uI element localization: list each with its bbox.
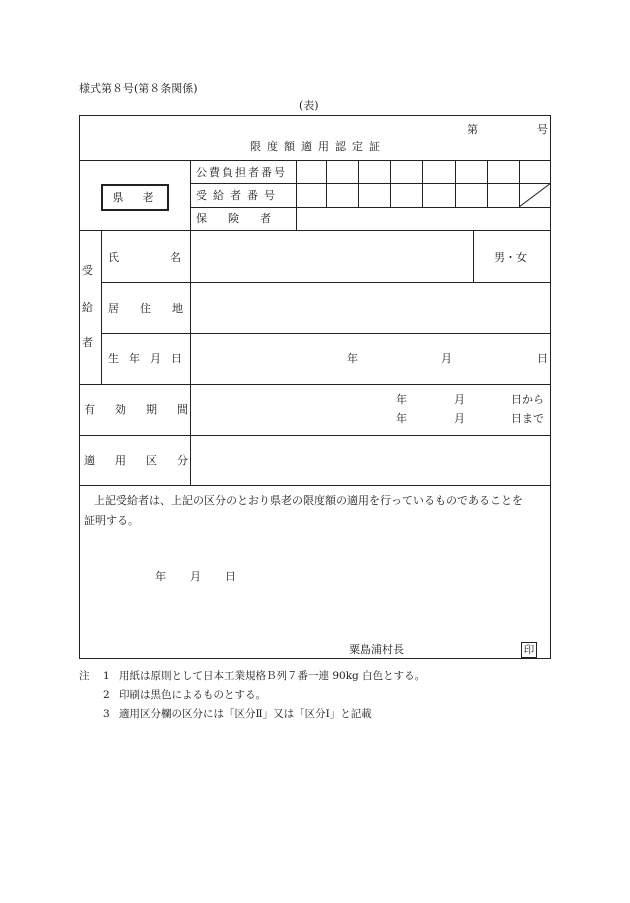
validity-from-year: 年 — [396, 393, 407, 406]
validity-to-month: 月 — [454, 412, 465, 425]
validity-from-month: 月 — [454, 393, 465, 406]
recipient-label-3: 者 — [82, 336, 93, 349]
gender-options: 男・女 — [494, 251, 527, 264]
recipient-label-1: 受 — [82, 264, 93, 277]
statement-line-2: 証明する。 — [84, 514, 139, 527]
name-label: 氏名 — [108, 251, 232, 264]
recipient-no-label: 受給者番号 — [196, 189, 281, 202]
validity-from-day: 日から — [511, 393, 544, 406]
prefecture-box: 県 老 — [101, 184, 169, 211]
notes-prefix: 注 — [79, 670, 90, 682]
address-label: 居住地 — [108, 302, 204, 315]
statement-date-month: 月 — [190, 570, 201, 583]
insurer-label: 保険者 — [196, 212, 292, 225]
seal-box: 印 — [521, 642, 537, 658]
diagonal-slash — [519, 183, 551, 207]
note-1-number: 1 — [103, 670, 110, 682]
statement-date-year: 年 — [155, 570, 166, 583]
dob-day: 日 — [537, 352, 548, 365]
note-1-text: 用紙は原則として日本工業規格Ｂ列７番一連 90kg 白色とする。 — [119, 670, 426, 682]
note-3-number: 3 — [103, 708, 110, 720]
category-label: 適用区分 — [84, 454, 208, 467]
side-label: (表) — [299, 99, 319, 112]
dob-year: 年 — [347, 352, 358, 365]
certificate-title: 限度額適用認定証 — [250, 140, 386, 153]
validity-to-day: 日まで — [511, 412, 544, 425]
issuer-name: 粟島浦村長 — [349, 643, 404, 656]
statement-date-day: 日 — [225, 570, 236, 583]
note-3-text: 適用区分欄の区分には「区分Ⅱ」又は「区分Ⅰ」と記載 — [119, 708, 372, 720]
dob-label: 生年月日 — [108, 352, 192, 365]
public-payer-label: 公費負担者番号 — [196, 166, 287, 179]
cert-no-suffix: 号 — [537, 123, 548, 136]
validity-to-year: 年 — [396, 412, 407, 425]
note-2-number: 2 — [103, 689, 110, 701]
validity-label: 有効期間 — [84, 403, 208, 416]
note-2-text: 印刷は黒色によるものとする。 — [119, 689, 266, 701]
recipient-label-2: 給 — [82, 301, 93, 314]
form-number: 様式第８号(第８条関係) — [79, 82, 198, 95]
cert-no-prefix: 第 — [467, 123, 478, 136]
statement-line-1: 上記受給者は、上記の区分のとおり県老の限度額の適用を行っているものであることを — [94, 494, 523, 507]
dob-month: 月 — [441, 352, 452, 365]
